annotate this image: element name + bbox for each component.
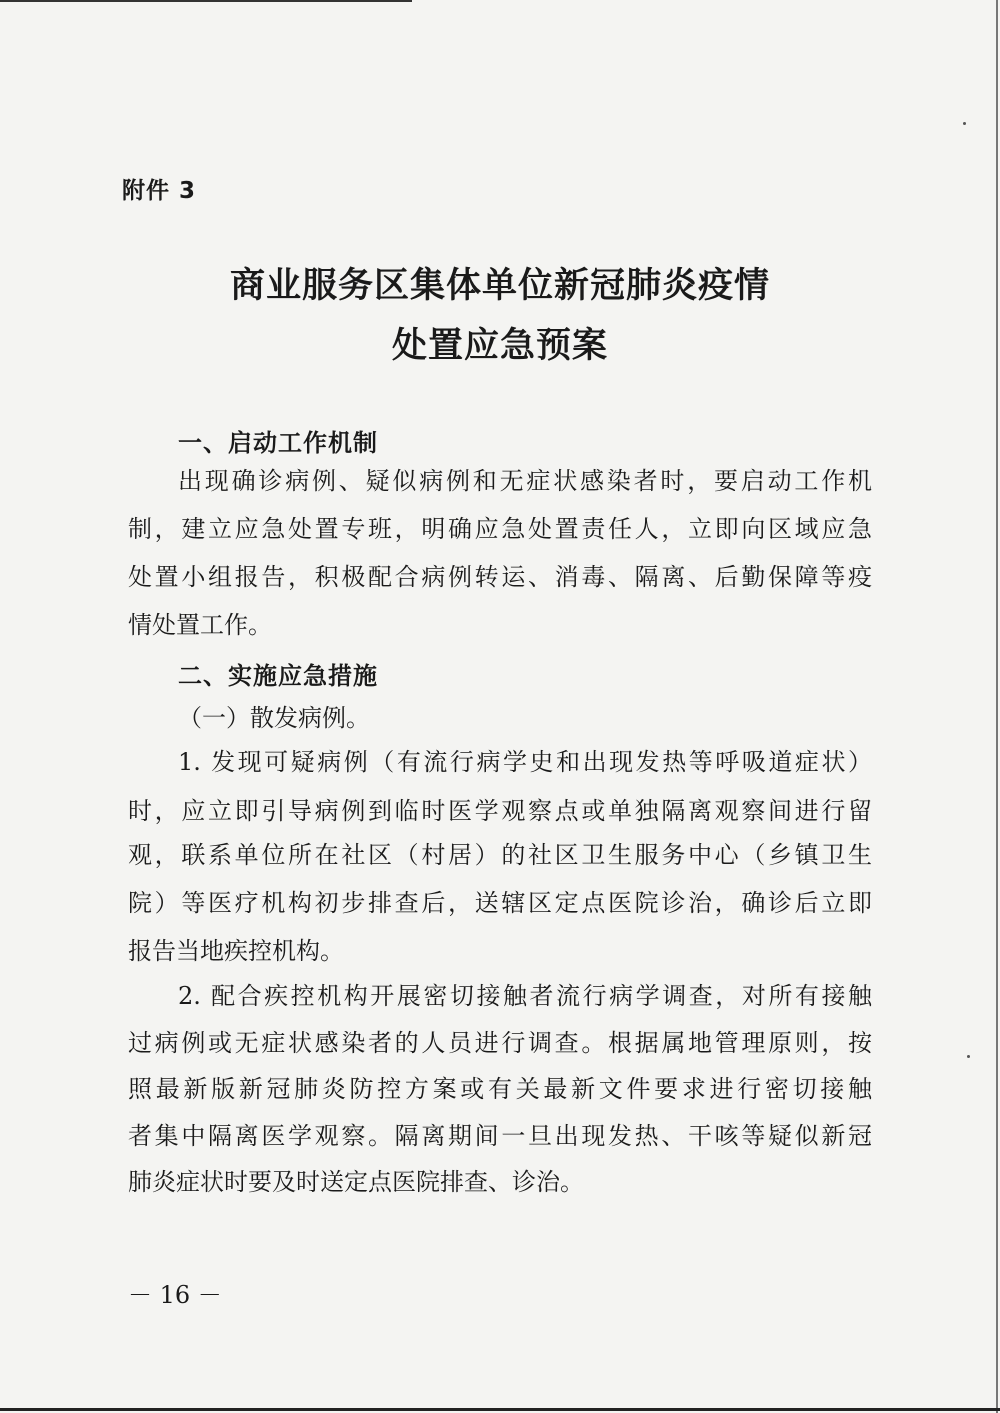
- document-title-line-2: 处置应急预案: [391, 326, 608, 366]
- scan-top-edge: [0, 0, 412, 2]
- section-2-subheading: （一）散发病例。: [178, 704, 370, 732]
- section-1-line: 制，建立应急处置专班，明确应急处置责任人，立即向区域应急: [128, 515, 872, 543]
- scan-speck: [967, 1055, 970, 1058]
- item-1-line: 时，应立即引导病例到临时医学观察点或单独隔离观察间进行留: [128, 797, 872, 825]
- scan-speck: [963, 122, 966, 125]
- section-1-line: 出现确诊病例、疑似病例和无症状感染者时，要启动工作机: [178, 467, 872, 495]
- section-1-line: 情处置工作。: [128, 611, 272, 639]
- section-1-heading: 一、启动工作机制: [178, 429, 378, 457]
- item-1-line: 观，联系单位所在社区（村居）的社区卫生服务中心（乡镇卫生: [128, 841, 872, 869]
- scan-right-edge: [996, 0, 998, 1413]
- item-1-line: 1. 发现可疑病例（有流行病学史和出现发热等呼吸道症状）: [178, 748, 872, 776]
- item-1-line: 报告当地疾控机构。: [128, 937, 344, 965]
- item-2-line: 照最新版新冠肺炎防控方案或有关最新文件要求进行密切接触: [128, 1075, 872, 1103]
- section-2-heading: 二、实施应急措施: [178, 662, 378, 690]
- document-title-line-1: 商业服务区集体单位新冠肺炎疫情: [229, 266, 770, 306]
- item-2-line: 2. 配合疾控机构开展密切接触者流行病学调查，对所有接触: [178, 982, 872, 1010]
- attachment-label: 附件 3: [122, 178, 197, 204]
- item-2-line: 肺炎症状时要及时送定点医院排查、诊治。: [128, 1168, 584, 1196]
- scan-bottom-edge: [0, 1408, 1000, 1411]
- item-1-line: 院）等医疗机构初步排查后，送辖区定点医院诊治，确诊后立即: [128, 889, 872, 917]
- item-2-line: 者集中隔离医学观察。隔离期间一旦出现发热、干咳等疑似新冠: [128, 1122, 872, 1150]
- section-1-line: 处置小组报告，积极配合病例转运、消毒、隔离、后勤保障等疫: [128, 563, 872, 591]
- page-number: － 16 －: [128, 1281, 222, 1309]
- item-2-line: 过病例或无症状感染者的人员进行调查。根据属地管理原则，按: [128, 1029, 872, 1057]
